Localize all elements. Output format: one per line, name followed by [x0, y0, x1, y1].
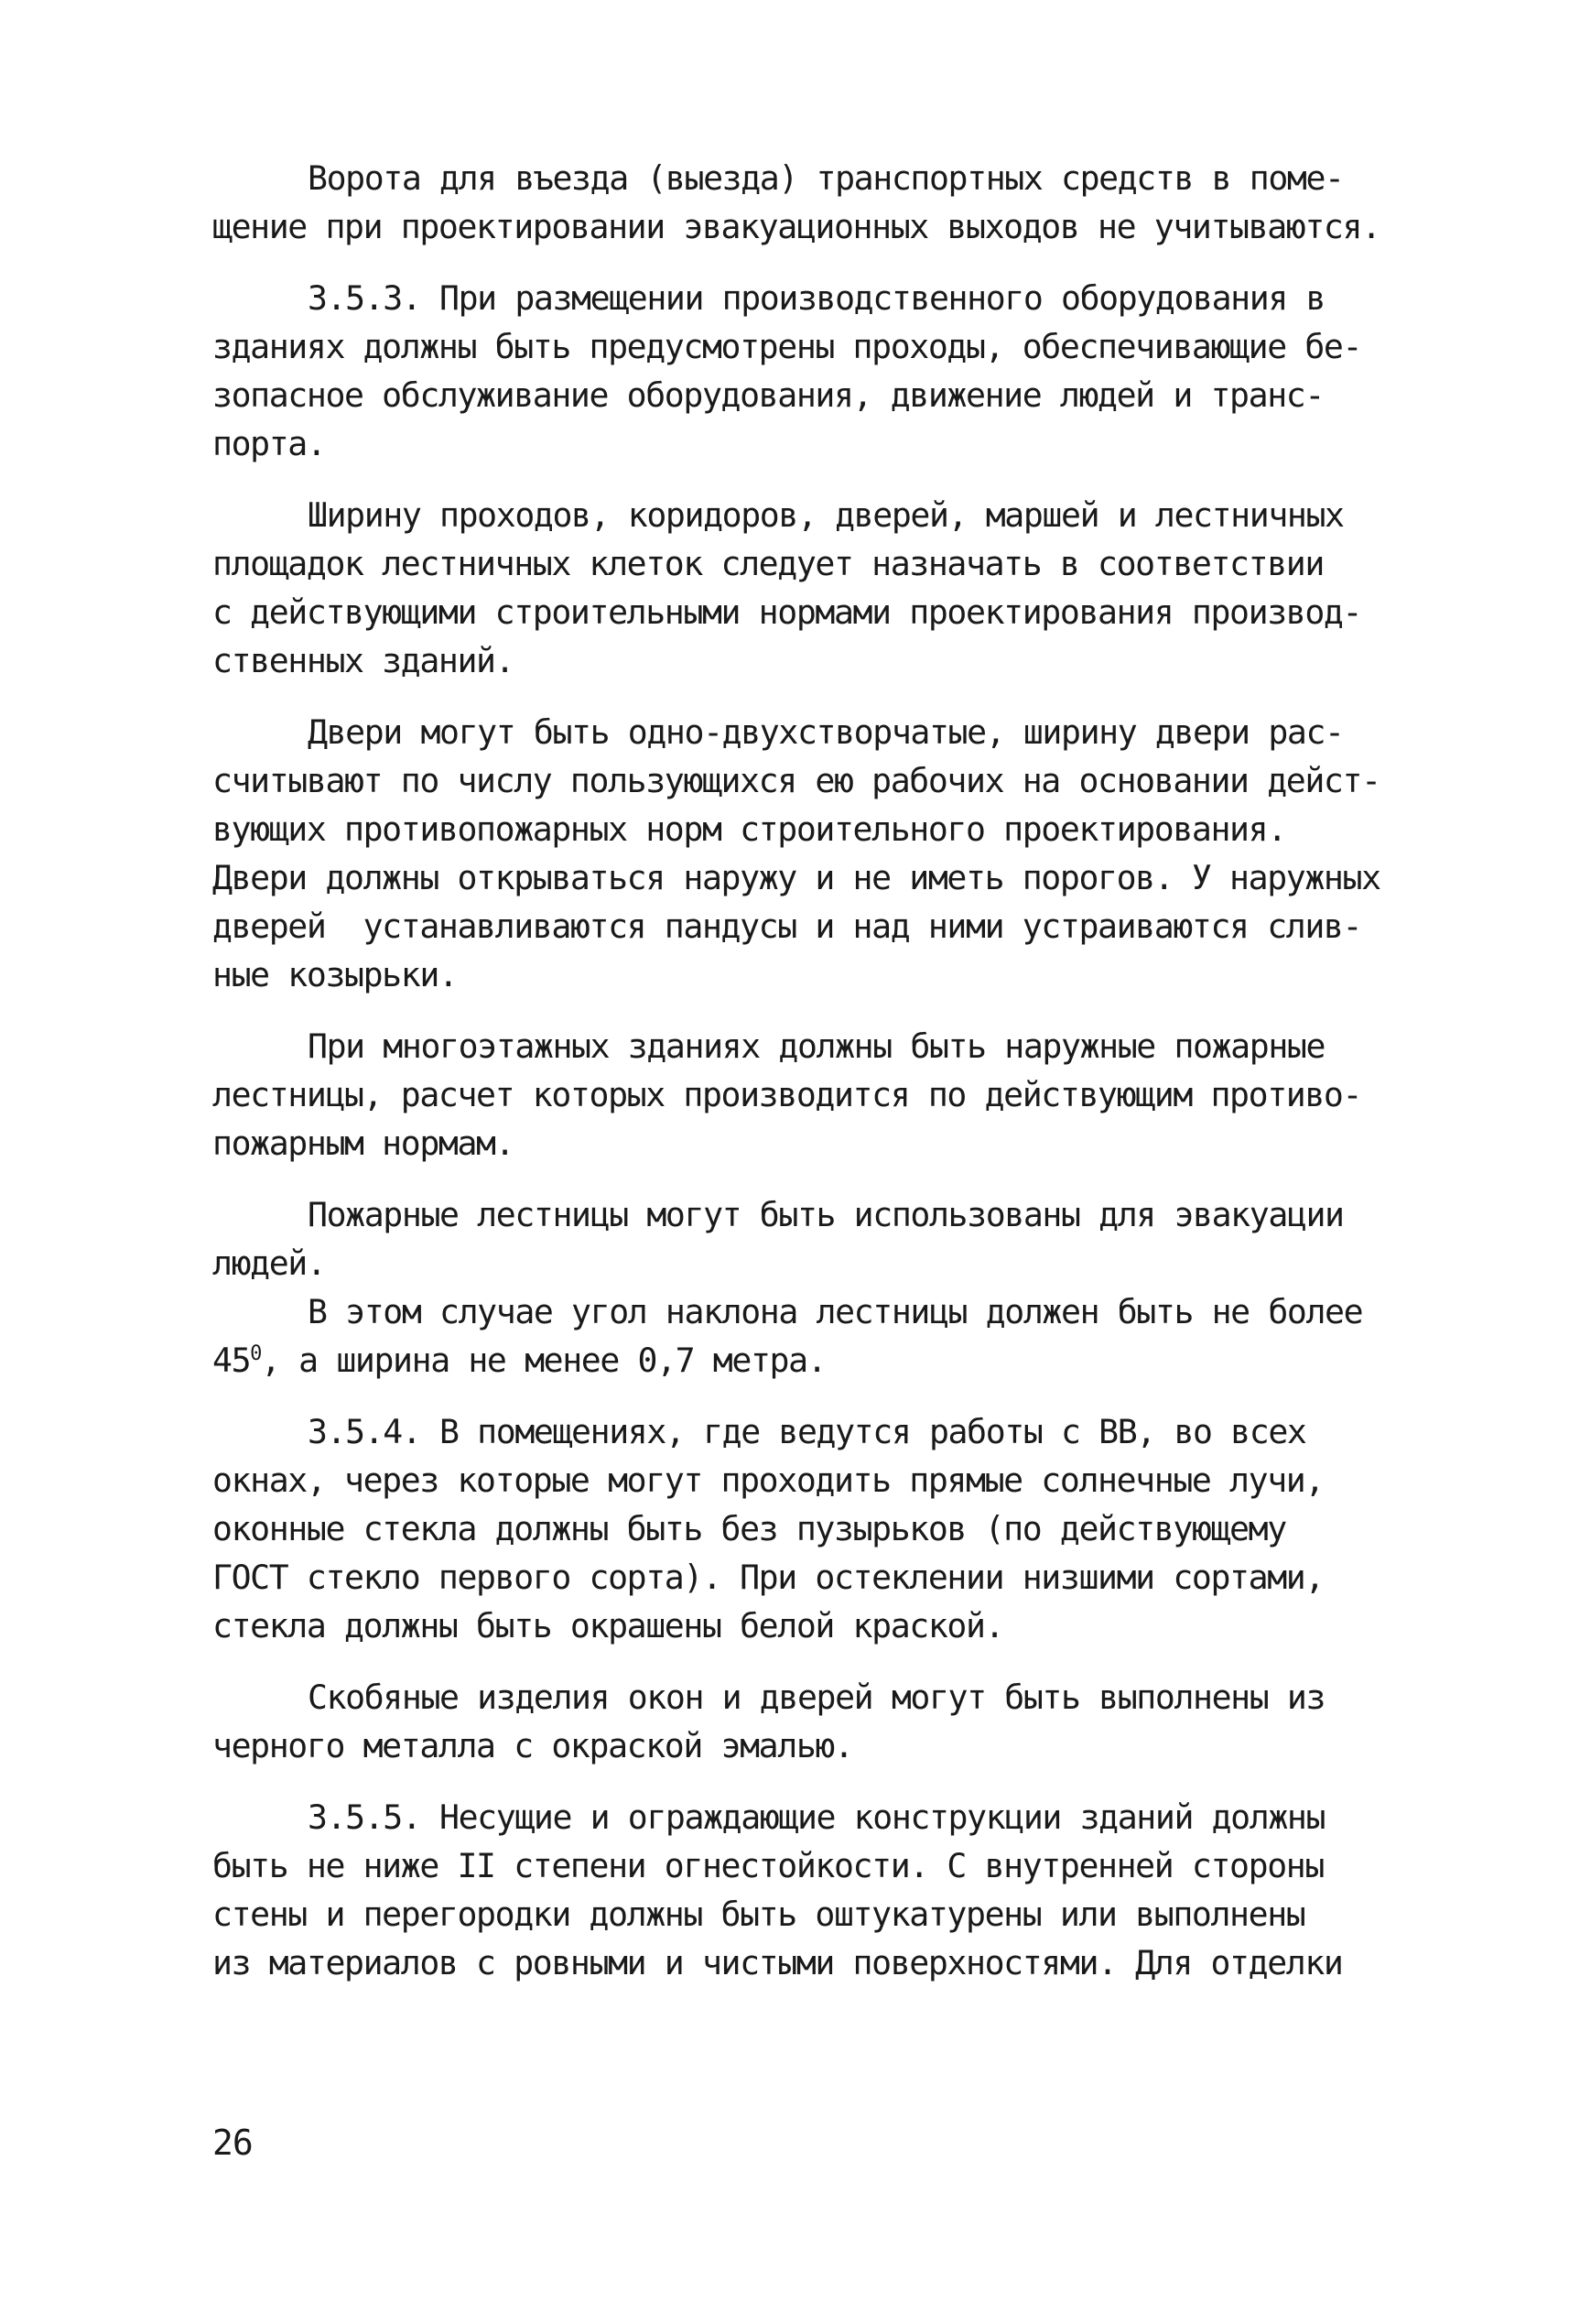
- text-line: Двери должны открываться наружу и не иметь порогов. У наружных: [212, 858, 1380, 897]
- text-line: с действующими строительными нормами проектирования производ-: [212, 592, 1362, 632]
- paragraph-passage-width: [212, 491, 1402, 685]
- text-line: стекла должны быть окрашены белой краской.: [212, 1606, 1004, 1645]
- text-line: 3.5.4. В помещениях, где ведутся работы с ВВ, во всех: [308, 1412, 1306, 1451]
- text-line: быть не ниже II степени огнестойкости. С внутренней стороны: [212, 1846, 1324, 1885]
- paragraph-hardware: [212, 1673, 1402, 1770]
- text-line: лестницы, расчет которых производится по действующим противо-: [212, 1075, 1362, 1114]
- paragraph-doors: [212, 708, 1402, 999]
- page-number: 26: [212, 2123, 253, 2163]
- text-line: вующих противопожарных норм строительного проектирования.: [212, 809, 1286, 849]
- text-line: 3.5.5. Несущие и ограждающие конструкции зданий должны: [308, 1797, 1326, 1837]
- text-fragment: , а ширина не менее 0,7 метра.: [261, 1341, 827, 1380]
- paragraph-3-5-3: [212, 274, 1402, 468]
- text-line: щение при проектировании эвакуационных выходов не учитываются.: [212, 207, 1380, 246]
- degree-superscript: 0: [250, 1341, 262, 1365]
- text-line: площадок лестничных клеток следует назначать в соответствии: [212, 544, 1324, 583]
- text-line: оконные стекла должны быть без пузырьков (по действующему: [212, 1509, 1286, 1548]
- text-line: Ширину проходов, коридоров, дверей, маршей и лестничных: [308, 495, 1344, 535]
- paragraph-3-5-5: [212, 1793, 1402, 1987]
- text-line: порта.: [212, 424, 326, 463]
- text-line: Двери могут быть одно-двухстворчатые, ширину двери рас-: [308, 712, 1344, 752]
- paragraph-gates: [212, 154, 1402, 251]
- text-line: черного металла с окраской эмалью.: [212, 1726, 853, 1765]
- text-line: окнах, через которые могут проходить прямые солнечные лучи,: [212, 1461, 1324, 1500]
- text-line: зданиях должны быть предусмотрены проходы, обеспечивающие бе-: [212, 327, 1362, 366]
- paragraph-stair-angle: [212, 1287, 1402, 1385]
- text-line: ные козырьки.: [212, 955, 458, 994]
- paragraph-fire-stairs: [212, 1022, 1402, 1167]
- text-line: В этом случае угол наклона лестницы должен быть не более: [308, 1292, 1363, 1331]
- text-line: Скобяные изделия окон и дверей могут быть выполнены из: [308, 1678, 1326, 1717]
- text-line: ственных зданий.: [212, 641, 514, 680]
- text-line: людей.: [212, 1243, 326, 1283]
- text-line: пожарным нормам.: [212, 1124, 514, 1163]
- text-line: Ворота для въезда (выезда) транспортных средств в поме-: [308, 158, 1344, 198]
- text-line: Пожарные лестницы могут быть использованы для эвакуации: [308, 1195, 1344, 1234]
- text-line: считывают по числу пользующихся ею рабочих на основании дейст-: [212, 761, 1380, 800]
- text-line: При многоэтажных зданиях должны быть наружные пожарные: [308, 1026, 1326, 1066]
- angle-value: 45: [212, 1341, 251, 1380]
- text-line: зопасное обслуживание оборудования, движение людей и транс-: [212, 375, 1324, 415]
- text-line: дверей устанавливаются пандусы и над ними устраиваются слив-: [212, 907, 1362, 946]
- text-line: 3.5.3. При размещении производственного оборудования в: [308, 278, 1326, 318]
- paragraph-evacuation: [212, 1190, 1402, 1287]
- body-text: [212, 154, 1402, 1987]
- text-line: [212, 1336, 1402, 1385]
- text-line: стены и перегородки должны быть оштукатурены или выполнены: [212, 1895, 1305, 1934]
- text-line: из материалов с ровными и чистыми поверхностями. Для отделки: [212, 1943, 1343, 1982]
- paragraph-3-5-4: [212, 1407, 1402, 1650]
- text-line: ГОСТ стекло первого сорта). При остеклении низшими сортами,: [212, 1558, 1324, 1597]
